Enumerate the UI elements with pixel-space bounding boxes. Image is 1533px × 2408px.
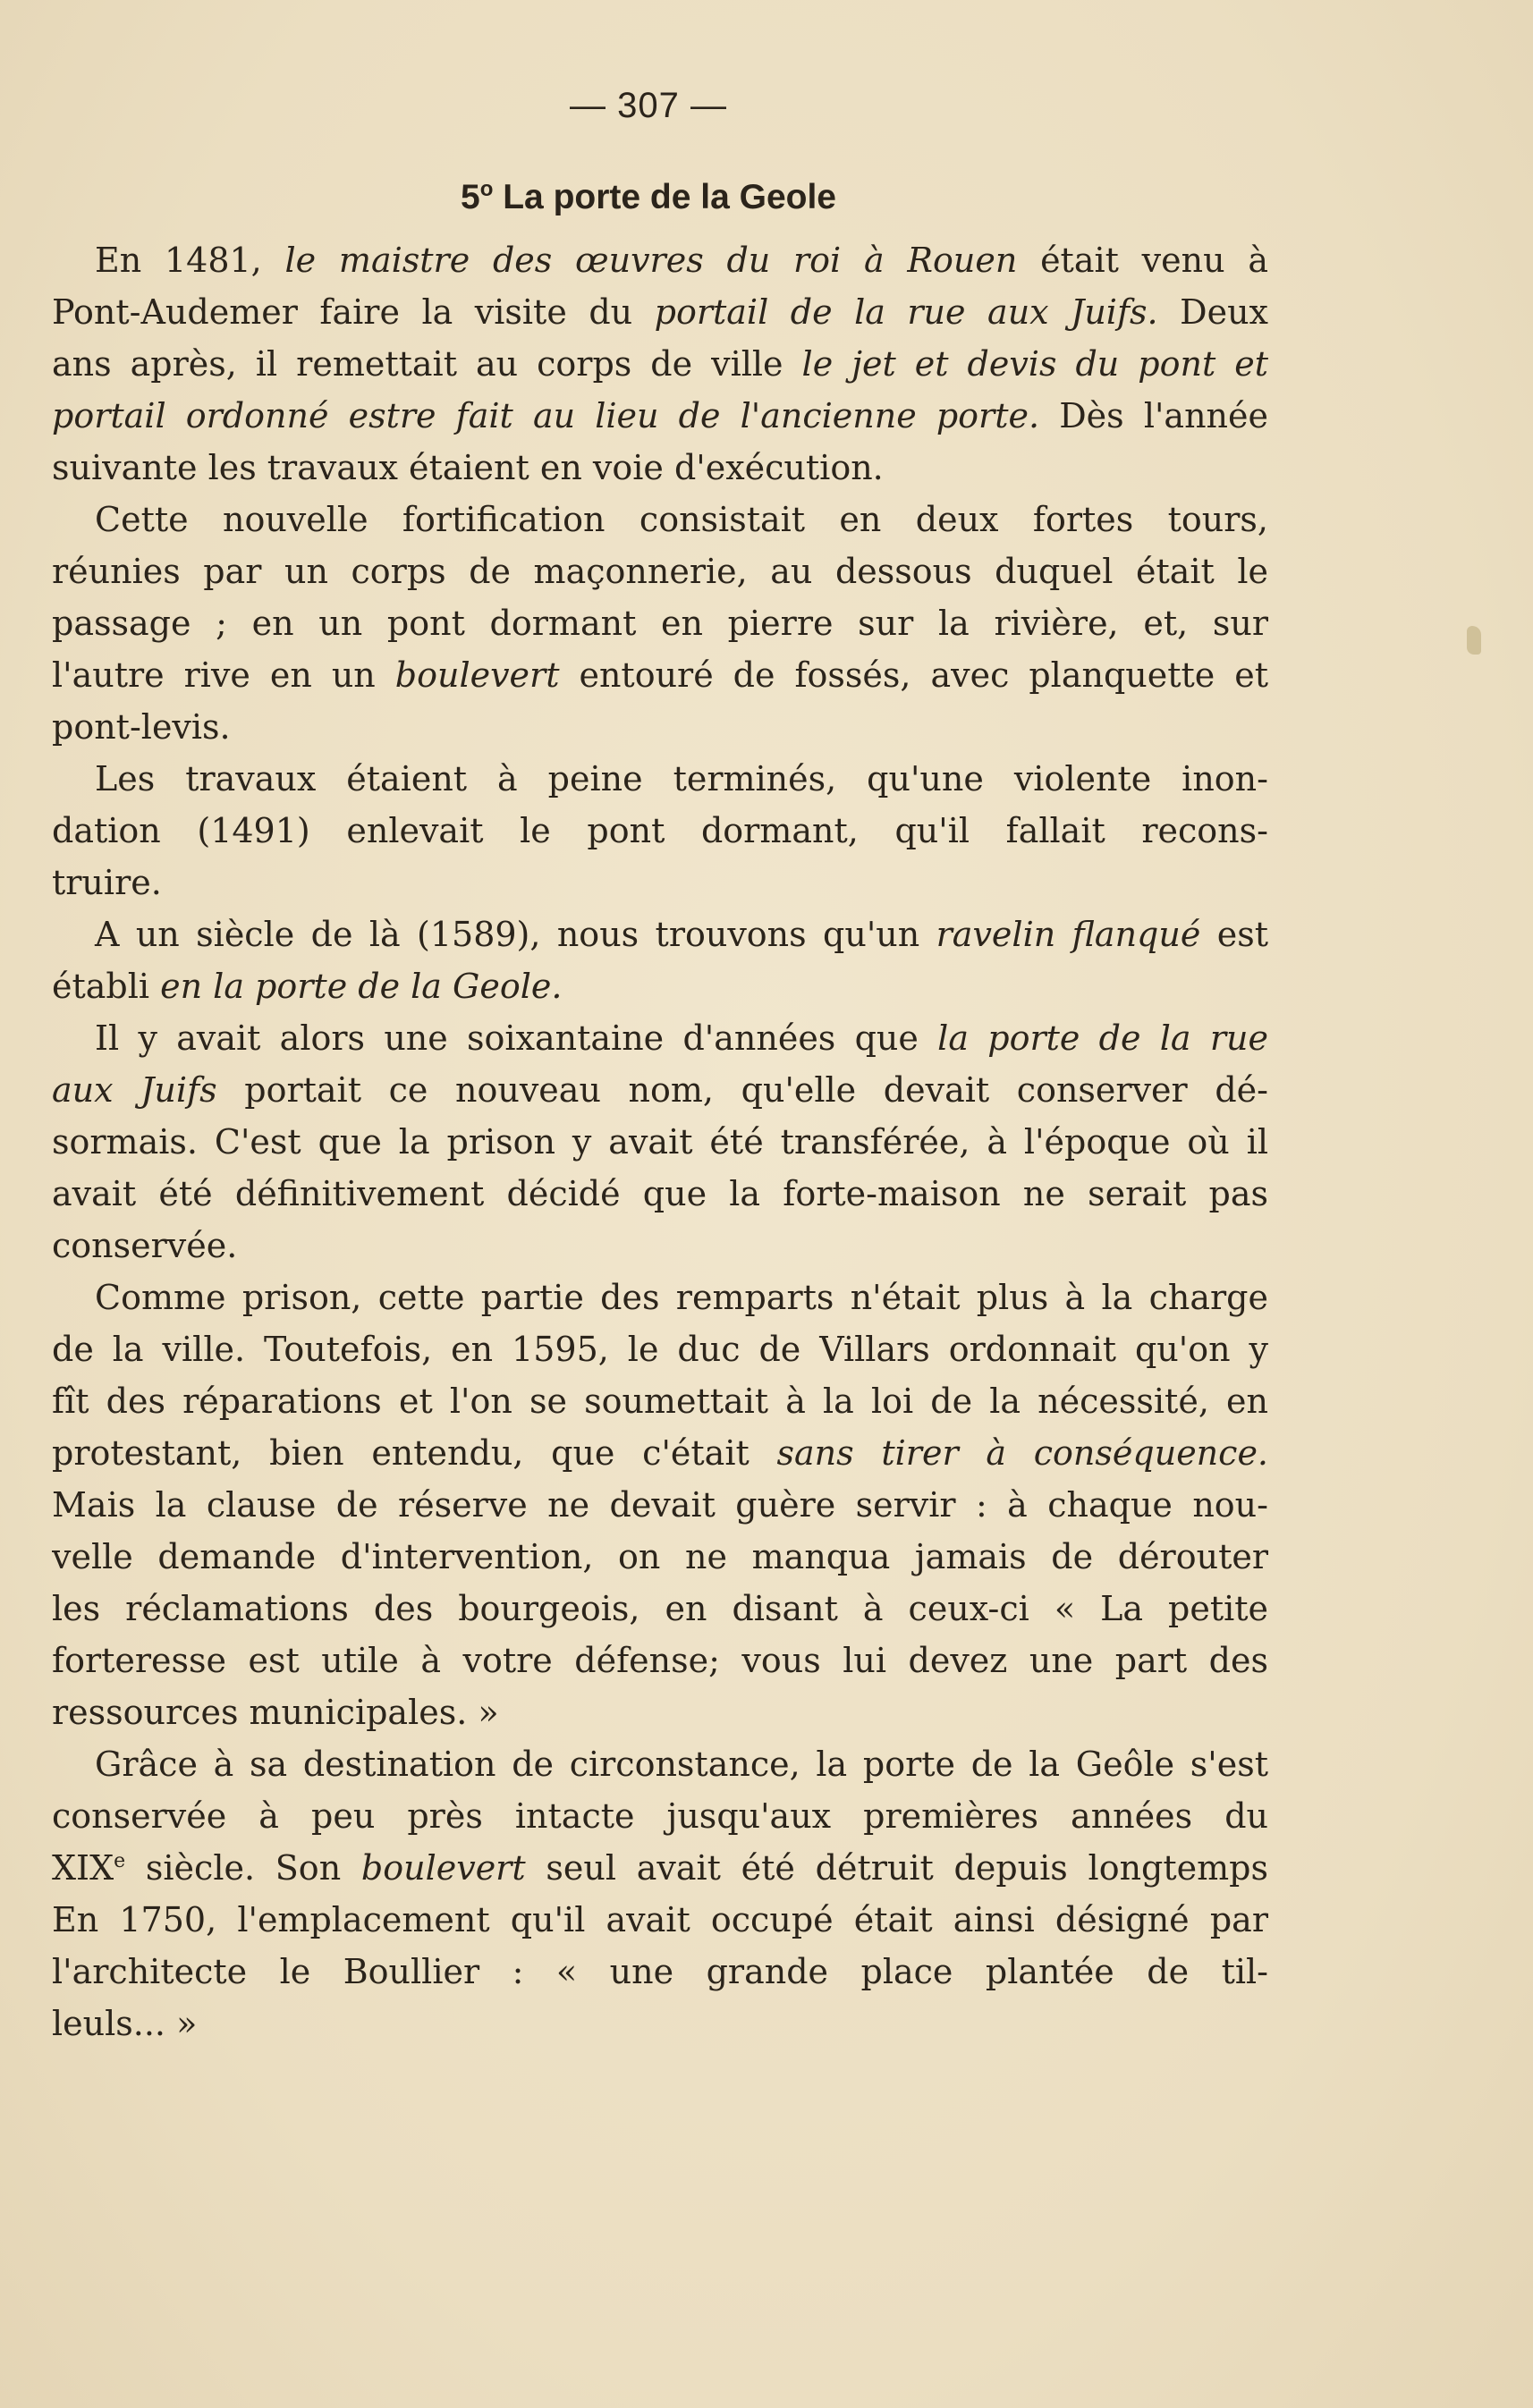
text-line: [52, 1842, 1268, 1894]
italic-text: portail de la rue aux Juifs.: [654, 292, 1158, 332]
text-line: [52, 442, 1268, 494]
section-title: [0, 177, 1297, 217]
text-segment: avait été définitivement décidé que la forte-maison ne serait pas: [52, 1174, 1268, 1213]
text-segment: siècle. Son: [125, 1848, 361, 1888]
text-line: [52, 494, 1268, 545]
text-line: [52, 1738, 1268, 1790]
text-line: [52, 701, 1268, 753]
text-segment: ressources municipales. »: [52, 1693, 499, 1732]
italic-text: boulevert: [394, 655, 560, 695]
text-line: [52, 857, 1268, 908]
text-segment: Pont-Audemer faire la visite du: [52, 292, 655, 332]
text-segment: de la ville. Toutefois, en 1595, le duc de Villars ordonnait qu'on y: [52, 1330, 1268, 1369]
text-line: [52, 805, 1268, 857]
text-line: [52, 1531, 1268, 1583]
text-line: [52, 753, 1268, 805]
text-segment: est: [1200, 915, 1268, 954]
text-line: [52, 1635, 1268, 1686]
section-number: 5: [461, 178, 480, 216]
text-line: [52, 1479, 1268, 1531]
text-segment: établi: [52, 967, 161, 1006]
text-line: [52, 1116, 1268, 1168]
text-segment: dation (1491) enlevait le pont dormant, qu'il fallait recons-: [52, 811, 1268, 850]
section-title-text: La porte de la Geole: [503, 178, 836, 216]
text-segment: forteresse est utile à votre défense; vous lui devez une part des: [52, 1641, 1268, 1680]
body-text: [52, 234, 1268, 2049]
italic-text: ravelin flanqué: [936, 915, 1201, 954]
text-line: [52, 960, 1268, 1012]
italic-text: en la porte de la Geole.: [160, 967, 563, 1006]
text-segment: conservée.: [52, 1226, 238, 1265]
text-segment: XIX: [52, 1848, 114, 1888]
page-number: — 307 —: [570, 86, 727, 125]
text-segment: Grâce à sa destination de circonstance, la porte de la Geôle s'est: [95, 1745, 1268, 1784]
text-segment: protestant, bien entendu, que c'était: [52, 1433, 777, 1473]
text-line: [52, 1012, 1268, 1064]
text-segment: Comme prison, cette partie des remparts n'était plus à la charge: [95, 1278, 1268, 1317]
italic-text: aux Juifs: [52, 1070, 217, 1110]
italic-text: la porte de la rue: [937, 1018, 1268, 1058]
text-line: [52, 338, 1268, 390]
text-segment: l'architecte le Boullier : « une grande place plantée de til-: [52, 1952, 1268, 1991]
text-line: [52, 1323, 1268, 1375]
text-line: [52, 1790, 1268, 1842]
text-line: [52, 597, 1268, 649]
text-segment: pont-levis.: [52, 707, 231, 747]
text-line: [52, 1272, 1268, 1323]
text-line: [52, 1220, 1268, 1272]
italic-text: le jet et devis du pont et: [801, 344, 1268, 384]
text-segment: portait ce nouveau nom, qu'elle devait conserver dé-: [216, 1070, 1268, 1110]
text-segment: l'autre rive en un: [52, 655, 395, 695]
text-segment: les réclamations des bourgeois, en disant à ceux-ci « La petite: [52, 1589, 1268, 1628]
text-segment: velle demande d'intervention, on ne manqua jamais de dérouter: [52, 1537, 1268, 1576]
italic-text: portail ordonné estre fait au lieu de l'ancienne porte.: [52, 396, 1040, 435]
text-line: [52, 545, 1268, 597]
text-segment: était venu à: [1017, 241, 1268, 280]
text-line: [52, 1946, 1268, 1998]
text-line: [52, 1064, 1268, 1116]
text-segment: Les travaux étaient à peine terminés, qu'une violente inon-: [95, 759, 1268, 798]
text-segment: Dès l'année: [1039, 396, 1268, 435]
text-line: [52, 234, 1268, 286]
text-segment: truire.: [52, 863, 162, 902]
text-segment: Cette nouvelle fortification consistait en deux fortes tours,: [95, 500, 1268, 539]
italic-text: sans tirer à conséquence.: [776, 1433, 1268, 1473]
text-line: [52, 649, 1268, 701]
text-segment: En 1750, l'emplacement qu'il avait occupé était ainsi désigné par: [52, 1900, 1268, 1939]
text-line: [52, 1894, 1268, 1946]
text-segment: Mais la clause de réserve ne devait guère servir : à chaque nou-: [52, 1485, 1268, 1525]
text-line: [52, 1686, 1268, 1738]
text-line: [52, 1375, 1268, 1427]
italic-text: le maistre des œuvres du roi à Rouen: [284, 241, 1018, 280]
text-segment: En 1481,: [95, 241, 285, 280]
italic-text: boulevert: [360, 1848, 526, 1888]
text-segment: Deux: [1157, 292, 1268, 332]
text-segment: fît des réparations et l'on se soumettait à la loi de la nécessité, en: [52, 1381, 1268, 1421]
text-segment: A un siècle de là (1589), nous trouvons qu'un: [95, 915, 936, 954]
text-segment: sormais. C'est que la prison y avait été transférée, à l'époque où il: [52, 1122, 1268, 1162]
text-segment: leuls... »: [52, 2004, 198, 2043]
text-segment: conservée à peu près intacte jusqu'aux premières années du: [52, 1796, 1268, 1836]
text-line: [52, 390, 1268, 442]
section-number-sup: o: [479, 177, 494, 201]
text-segment: suivante les travaux étaient en voie d'exécution.: [52, 448, 884, 487]
text-segment: seul avait été détruit depuis longtemps: [525, 1848, 1268, 1888]
text-segment: passage ; en un pont dormant en pierre sur la rivière, et, sur: [52, 604, 1268, 643]
text-line: [52, 1998, 1268, 2049]
text-line: [52, 1168, 1268, 1220]
text-line: [52, 286, 1268, 338]
text-line: [52, 1427, 1268, 1479]
text-segment: Il y avait alors une soixantaine d'années que: [95, 1018, 938, 1058]
text-line: [52, 1583, 1268, 1635]
text-segment: ans après, il remettait au corps de ville: [52, 344, 802, 384]
text-segment: entouré de fossés, avec planquette et: [559, 655, 1268, 695]
superscript-text: e: [114, 1850, 126, 1872]
text-line: [52, 908, 1268, 960]
text-segment: réunies par un corps de maçonnerie, au dessous duquel était le: [52, 552, 1268, 591]
paper-stain: [1467, 626, 1481, 655]
